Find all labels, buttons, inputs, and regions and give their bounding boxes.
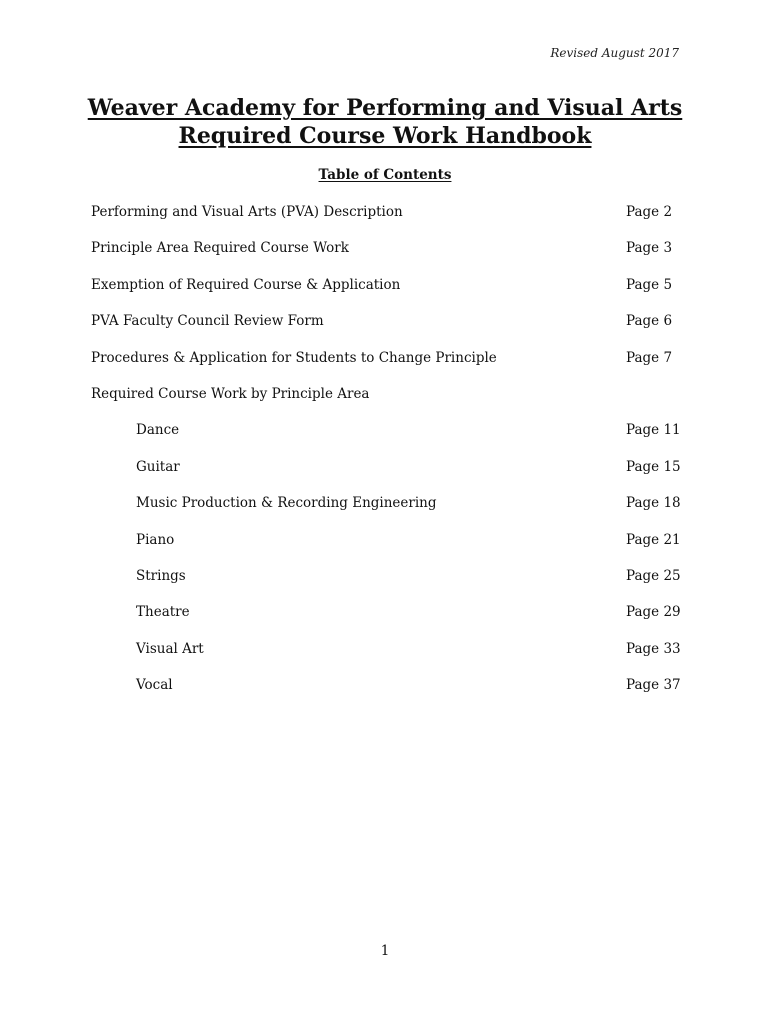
toc-sub-entry[interactable] — [91, 639, 679, 675]
toc-entry-page: Page 2 — [626, 204, 673, 220]
toc-sub-entry[interactable] — [91, 566, 679, 602]
toc-sub-entry-label: Theatre — [136, 604, 190, 621]
toc-entry[interactable] — [91, 275, 679, 311]
toc-entry-page: Page 5 — [626, 276, 673, 293]
revised-date: Revised August 2017 — [550, 46, 679, 60]
toc-section-heading — [91, 384, 679, 420]
toc-entry-label: Required Course Work by Principle Area — [91, 385, 370, 402]
toc-sub-entry[interactable] — [91, 420, 679, 456]
toc-entry[interactable] — [91, 348, 679, 384]
document-title — [0, 94, 770, 150]
toc-sub-entry-page: Page 25 — [626, 567, 681, 584]
toc-sub-entry-label: Visual Art — [136, 640, 204, 657]
toc-sub-entry[interactable] — [91, 675, 679, 711]
toc-sub-entry-page: Page 21 — [626, 531, 681, 548]
table-of-contents — [91, 202, 679, 711]
toc-sub-entry-label: Guitar — [136, 458, 180, 475]
toc-sub-entry-page: Page 33 — [626, 640, 681, 657]
toc-entry-label: Exemption of Required Course & Application — [91, 276, 401, 293]
toc-sub-entry-page: Page 15 — [626, 458, 681, 475]
toc-sub-entry-label: Piano — [136, 531, 175, 548]
toc-sub-entry-page: Page 11 — [626, 422, 681, 439]
toc-sub-entry-label: Strings — [136, 567, 186, 584]
toc-sub-entry-label: Vocal — [136, 677, 173, 694]
toc-sub-entry-label: Music Production & Recording Engineering — [136, 495, 437, 512]
toc-sub-entry-page: Page 37 — [626, 677, 681, 694]
toc-sub-entry-label: Dance — [136, 422, 180, 439]
toc-sub-entry[interactable] — [91, 530, 679, 566]
toc-sub-entry-page: Page 18 — [626, 495, 681, 512]
toc-entry-page: Page 7 — [626, 349, 673, 366]
toc-sub-entry[interactable] — [91, 457, 679, 493]
toc-heading: Table of Contents — [318, 167, 452, 183]
title-line-2: Required Course Work Handbook — [178, 123, 592, 149]
toc-entry-label: Procedures & Application for Students to Change Principle — [91, 349, 497, 366]
title-line-1: Weaver Academy for Performing and Visual Arts — [87, 95, 683, 121]
toc-entry[interactable] — [91, 202, 679, 238]
page-number: 1 — [380, 943, 390, 959]
toc-entry-label: Performing and Visual Arts (PVA) Description — [91, 204, 403, 220]
toc-entry[interactable] — [91, 238, 679, 274]
toc-sub-entry[interactable] — [91, 602, 679, 638]
toc-sub-entry[interactable] — [91, 493, 679, 529]
toc-entry-page: Page 3 — [626, 240, 673, 257]
toc-entry[interactable] — [91, 311, 679, 347]
toc-entry-label: Principle Area Required Course Work — [91, 240, 349, 257]
toc-sub-entry-page: Page 29 — [626, 604, 681, 621]
toc-entry-label: PVA Faculty Council Review Form — [91, 313, 324, 330]
toc-entry-page: Page 6 — [626, 313, 673, 330]
